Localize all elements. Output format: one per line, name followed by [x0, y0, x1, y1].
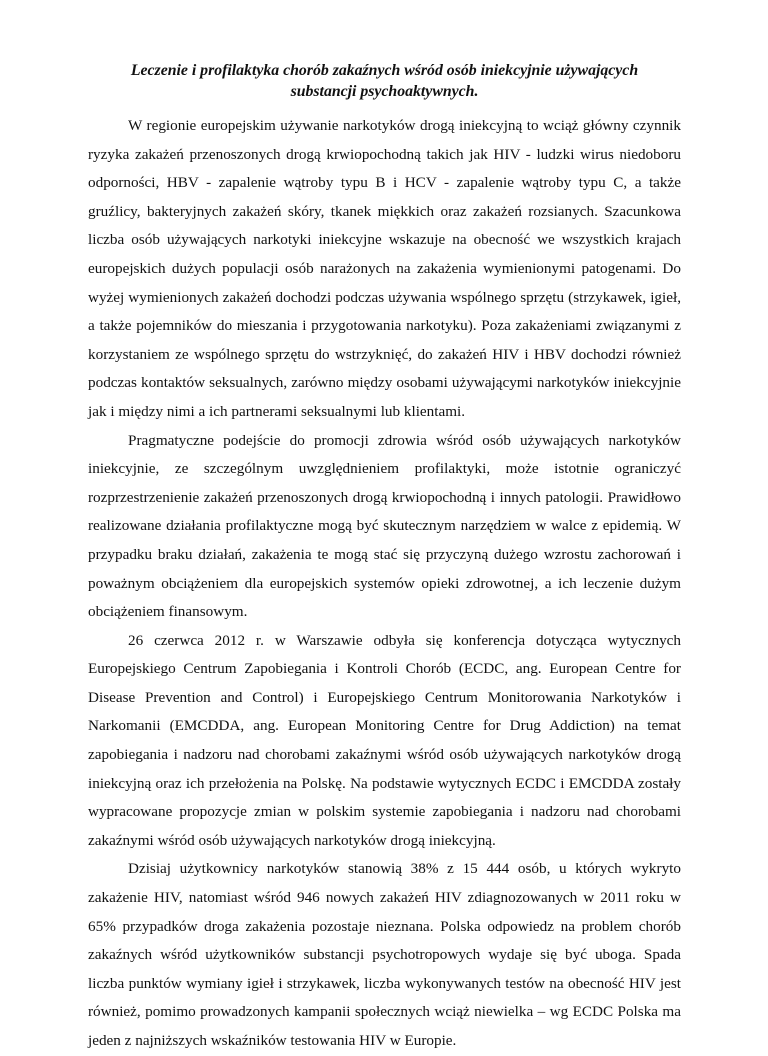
- paragraph-1: W regionie europejskim używanie narkotyków drogą iniekcyjną to wciąż główny czynnik ryzyka zakażeń przenoszonych drogą krwiopochodną takich jak HIV - ludzki wirus niedoboru odporności, HBV - zapalenie wątroby typu B i HCV - zapalenie wątroby typu C, a także gruźlicy, bakteryjnych zakażeń skóry, tkanek miękkich oraz zakażeń rozsianych. Szacunkowa liczba osób używających narkotyki iniekcyjne wskazuje na obecność we wszystkich krajach europejskich dużych populacji osób narażonych na zakażenia wymienionymi patogenami. Do wyżej wymienionych zakażeń dochodzi podczas używania wspólnego sprzętu (strzykawek, igieł, a także pojemników do mieszania i przygotowania narkotyku). Poza zakażeniami związanymi z korzystaniem ze wspólnego sprzętu do wstrzyknięć, do zakażeń HIV i HBV dochodzi również podczas kontaktów seksualnych, zarówno między osobami używającymi narkotyków iniekcyjnie jak i między nimi a ich partnerami seksualnymi lub klientami.: [88, 117, 681, 420]
- document-page: [88, 60, 681, 1056]
- document-title: [88, 60, 681, 102]
- paragraph-4: Dzisiaj użytkownicy narkotyków stanowią 38% z 15 444 osób, u których wykryto zakażenie HIV, natomiast wśród 946 nowych zakażeń HIV zdiagnozowanych w 2011 roku w 65% przypadków droga zakażenia pozostaje nieznana. Polska odpowiedz na problem chorób zakaźnych wśród użytkowników substancji psychotropowych wydaje się być uboga. Spada liczba punktów wymiany igieł i strzykawek, liczba wykonywanych testów na obecność HIV jest również, pomimo prowadzonych kampanii społecznych wciąż niewielka – wg ECDC Polska ma jeden z najniższych wskaźników testowania HIV w Europie.: [88, 860, 681, 1049]
- document-body: [88, 112, 681, 1056]
- document-title-line-2: substancji psychoaktywnych.: [290, 83, 479, 100]
- paragraph-2: Pragmatyczne podejście do promocji zdrowia wśród osób używających narkotyków iniekcyjnie, ze szczególnym uwzględnieniem profilaktyki, może istotnie ograniczyć rozprzestrzenienie zakażeń przenoszonych drogą krwiopochodną i innych patologii. Prawidłowo realizowane działania profilaktyczne mogą być skutecznym narzędziem w walce z epidemią. W przypadku braku działań, zakażenia te mogą stać się przyczyną dużego wzrostu zachorowań i poważnym obciążeniem dla europejskich systemów opieki zdrowotnej, a ich leczenie dużym obciążeniem finansowym.: [88, 431, 681, 621]
- paragraph-3: 26 czerwca 2012 r. w Warszawie odbyła się konferencja dotycząca wytycznych Europejskiego Centrum Zapobiegania i Kontroli Chorób (ECDC, ang. European Centre for Disease Prevention and Control) i Europejskiego Centrum Monitorowania Narkotyków i Narkomanii (EMCDDA, ang. European Monitoring Centre for Drug Addiction) na temat zapobiegania i nadzoru nad chorobami zakaźnymi wśród osób używających narkotyków drogą iniekcyjną oraz ich przełożenia na Polskę. Na podstawie wytycznych ECDC i EMCDDA zostały wypracowane propozycje zmian w polskim systemie zapobiegania i nadzoru nad chorobami zakaźnymi wśród osób używających narkotyków drogą iniekcyjną.: [88, 631, 681, 849]
- document-title-line-1: Leczenie i profilaktyka chorób zakaźnych wśród osób iniekcyjnie używających: [130, 62, 639, 79]
